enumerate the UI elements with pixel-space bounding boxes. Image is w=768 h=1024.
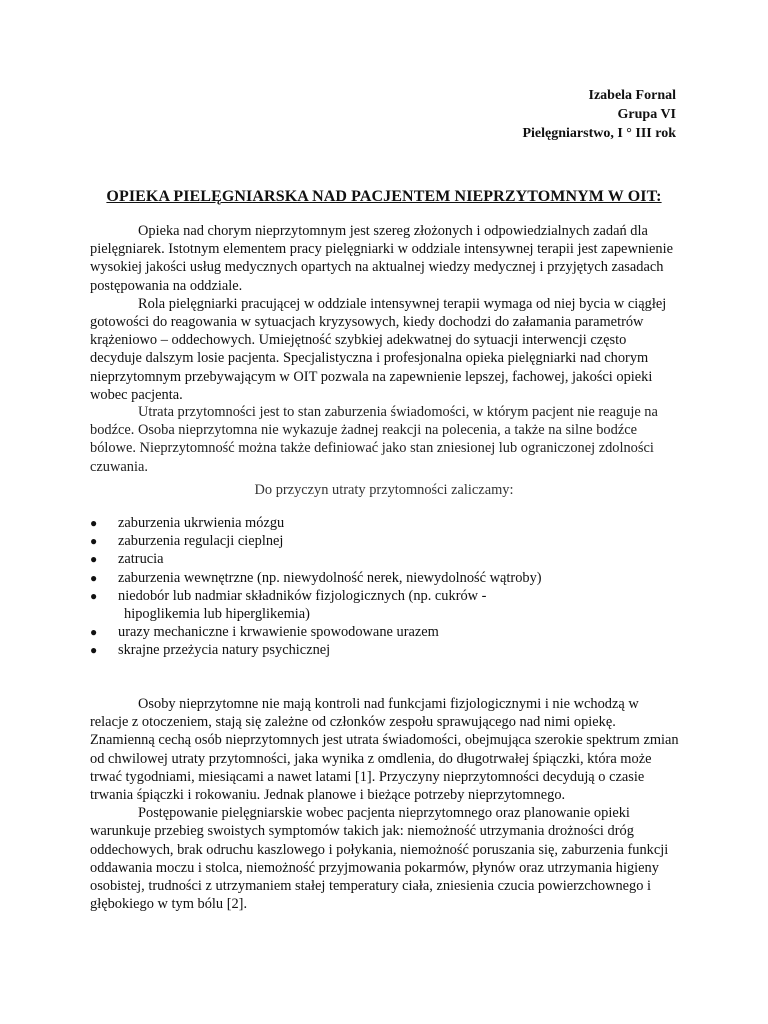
cause-text: zaburzenia ukrwienia mózgu bbox=[118, 515, 285, 531]
loss-section bbox=[90, 403, 680, 476]
intro-paragraph-1: Opieka nad chorym nieprzytomnym jest szereg złożonych i odpowiedzialnych zadań dla pielęgniarek. Istotnym elementem pracy pielęgniarki w oddziale intensywnej terapii jest zapewnienie wysokiej jakości usług medycznych opartych na aktualnej wiedzy medycznej i przyjętych zasadach postępowania na oddziale. bbox=[90, 223, 674, 294]
bullet-icon: ● bbox=[90, 516, 98, 530]
cause-text: zatrucia bbox=[118, 551, 164, 568]
intro-paragraph-2: Rola pielęgniarki pracującej w oddziale intensywnej terapii wymaga od niej bycia w ciągłej gotowości do reagowania w sytuacjach kryzysowych, kiedy dochodzi do załamania parametrów krążeniowo – oddechowych. Umiejętność szybkiej adekwatnej do sytuacji interwencji często decyduje dalszym losie pacjenta. Specjalistyczna i profesjonalna opieka pielęgniarki nad chorym nieprzytomnym przebywającym w OIT pozwala na zapewnienie lepszej, fachowej, jakości opieki wobec pacjenta. bbox=[90, 295, 667, 403]
cause-text: skrajne przeżycia natury psychicznej bbox=[118, 642, 331, 659]
list-item bbox=[90, 514, 680, 532]
bullet-icon: ● bbox=[90, 552, 98, 567]
loss-paragraph: Utrata przytomności jest to stan zaburzenia świadomości, w którym pacjent nie reaguje na bodźce. Osoba nieprzytomna nie wykazuje żadnej reakcji na polecenia, a także na silne bodźce bólowe. Nieprzytomność można także definiować jako stan zniesionej lub ograniczonej zdolności czuwania. bbox=[90, 404, 658, 475]
cause-text: zaburzenia regulacji cieplnej bbox=[118, 533, 284, 550]
list-item bbox=[90, 550, 680, 568]
bullet-icon: ● bbox=[90, 570, 98, 585]
author-program: Pielęgniarstwo, I ° III rok bbox=[522, 126, 676, 141]
author-block bbox=[522, 86, 676, 143]
list-item bbox=[90, 623, 680, 641]
document-title: OPIEKA PIELĘGNIARSKA NAD PACJENTEM NIEPRZYTOMNYM W OIT: bbox=[106, 188, 662, 205]
list-item bbox=[90, 532, 680, 550]
author-name: Izabela Fornal bbox=[588, 88, 676, 103]
intro-section bbox=[90, 222, 680, 404]
bullet-icon: ● bbox=[90, 534, 98, 549]
cause-text: zaburzenia wewnętrzne (np. niewydolność nerek, niewydolność wątroby) bbox=[118, 569, 542, 586]
bullet-icon: ● bbox=[90, 588, 98, 603]
outro-section bbox=[90, 695, 680, 913]
cause-text: niedobór lub nadmiar składników fizjologicznych (np. cukrów - bbox=[118, 587, 487, 604]
bullet-icon: ● bbox=[90, 625, 98, 640]
bullet-icon: ● bbox=[90, 643, 98, 658]
cause-text-continued: hipoglikemia lub hiperglikemia) bbox=[124, 606, 310, 623]
causes-list bbox=[90, 514, 680, 660]
cause-text: urazy mechaniczne i krwawienie spowodowane urazem bbox=[118, 624, 439, 641]
list-item bbox=[90, 569, 680, 587]
outro-paragraph-2: Postępowanie pielęgniarskie wobec pacjenta nieprzytomnego oraz planowanie opieki warunkuje przebieg swoistych symptomów takich jak: niemożność utrzymania drożności dróg oddechowych, brak odruchu kaszlowego i połykania, niemożność poruszania się, zaburzenia funkcji oddawania moczu i stolca, niemożność przyjmowania pokarmów, płynów oraz utrzymania higieny osobistej, trudności z utrzymaniem stałej temperatury ciała, zniesienia czucia powierzchownego i głębokiego w tym bólu [2]. bbox=[90, 805, 669, 913]
list-item bbox=[90, 641, 680, 659]
causes-intro: Do przyczyn utraty przytomności zaliczamy: bbox=[254, 482, 514, 498]
outro-paragraph-1: Osoby nieprzytomne nie mają kontroli nad funkcjami fizjologicznymi i nie wchodzą w relacje z otoczeniem, stają się zależne od członków zespołu sprawującego nad nimi opiekę. Znamienną cechą osób nieprzytomnych jest utrata świadomości, obejmująca szerokie spektrum zmian od chwilowej utraty przytomności, jaka wynika z omdlenia, do długotrwałej śpiączki, która może trwać tygodniami, miesiącami a nawet latami [1]. Przyczyny nieprzytomności decydują o czasie trwania śpiączki i rokowaniu. Jednak planowe i bieżące potrzeby nieprzytomnego. bbox=[90, 696, 679, 804]
author-group: Grupa VI bbox=[617, 107, 676, 122]
list-item bbox=[90, 587, 680, 623]
